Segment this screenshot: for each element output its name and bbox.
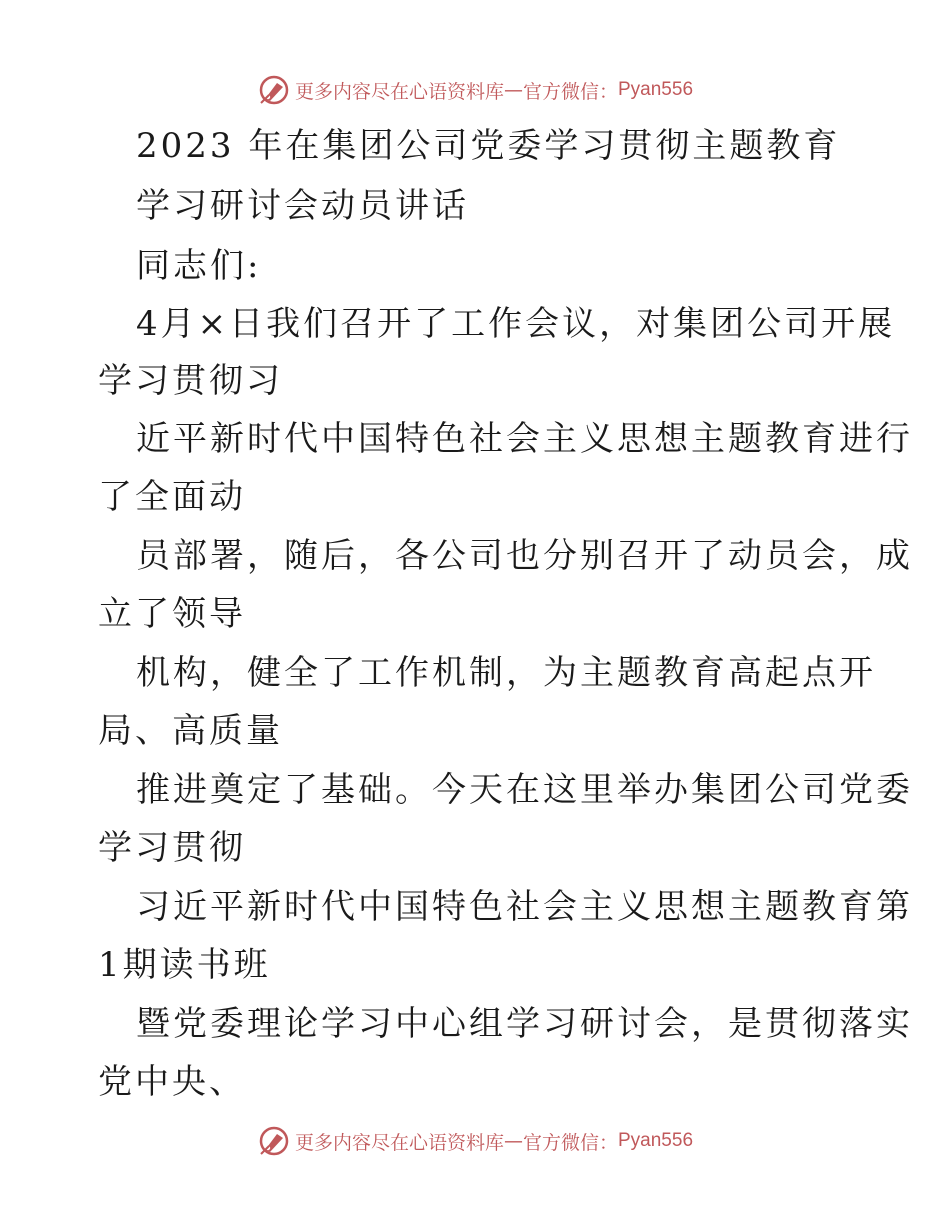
title-line-2: 学习研讨会动员讲话: [136, 186, 469, 226]
footer-banner: [0, 1121, 950, 1161]
banner-text: 更多内容尽在心语资料库: [294, 1131, 504, 1154]
text-line: 学习贯彻习: [98, 361, 283, 401]
text-line: 学习贯彻: [98, 828, 246, 868]
salutation: 同志们:: [136, 246, 262, 286]
title-line-1: 2023 年在集团公司党委学习贯彻主题教育: [136, 126, 841, 166]
text-line: 1期读书班: [98, 945, 271, 985]
banner-wechat-id: Pyan556: [618, 1130, 694, 1151]
text-line: 推进奠定了基础。今天在这里举办集团公司党委: [136, 770, 913, 810]
banner-wechat-id: Pyan556: [618, 79, 694, 100]
banner-official-label: 官方微信：: [522, 80, 618, 103]
text-line: 近平新时代中国特色社会主义思想主题教育进行: [136, 419, 913, 459]
pen-nib-logo-icon: [257, 1124, 291, 1158]
text-line: 立了领导: [98, 594, 246, 634]
banner-separator: —: [503, 79, 523, 101]
text-line: 党中央、: [98, 1062, 246, 1102]
text-line: 员部署，随后，各公司也分别召开了动员会，成: [136, 536, 913, 576]
pen-nib-logo-icon: [257, 73, 291, 107]
text-line: 4月×日我们召开了工作会议，对集团公司开展: [136, 304, 896, 344]
text-line: 习近平新时代中国特色社会主义思想主题教育第: [136, 887, 913, 927]
banner-text: 更多内容尽在心语资料库: [294, 80, 504, 103]
text-line: 机构，健全了工作机制，为主题教育高起点开: [136, 653, 876, 693]
text-line: 局、高质量: [98, 711, 283, 751]
banner-official-label: 官方微信：: [522, 1131, 618, 1154]
banner-separator: —: [503, 1130, 523, 1152]
header-banner: [0, 70, 950, 110]
text-line: 暨党委理论学习中心组学习研讨会，是贯彻落实: [136, 1004, 913, 1044]
text-line: 了全面动: [98, 477, 246, 517]
